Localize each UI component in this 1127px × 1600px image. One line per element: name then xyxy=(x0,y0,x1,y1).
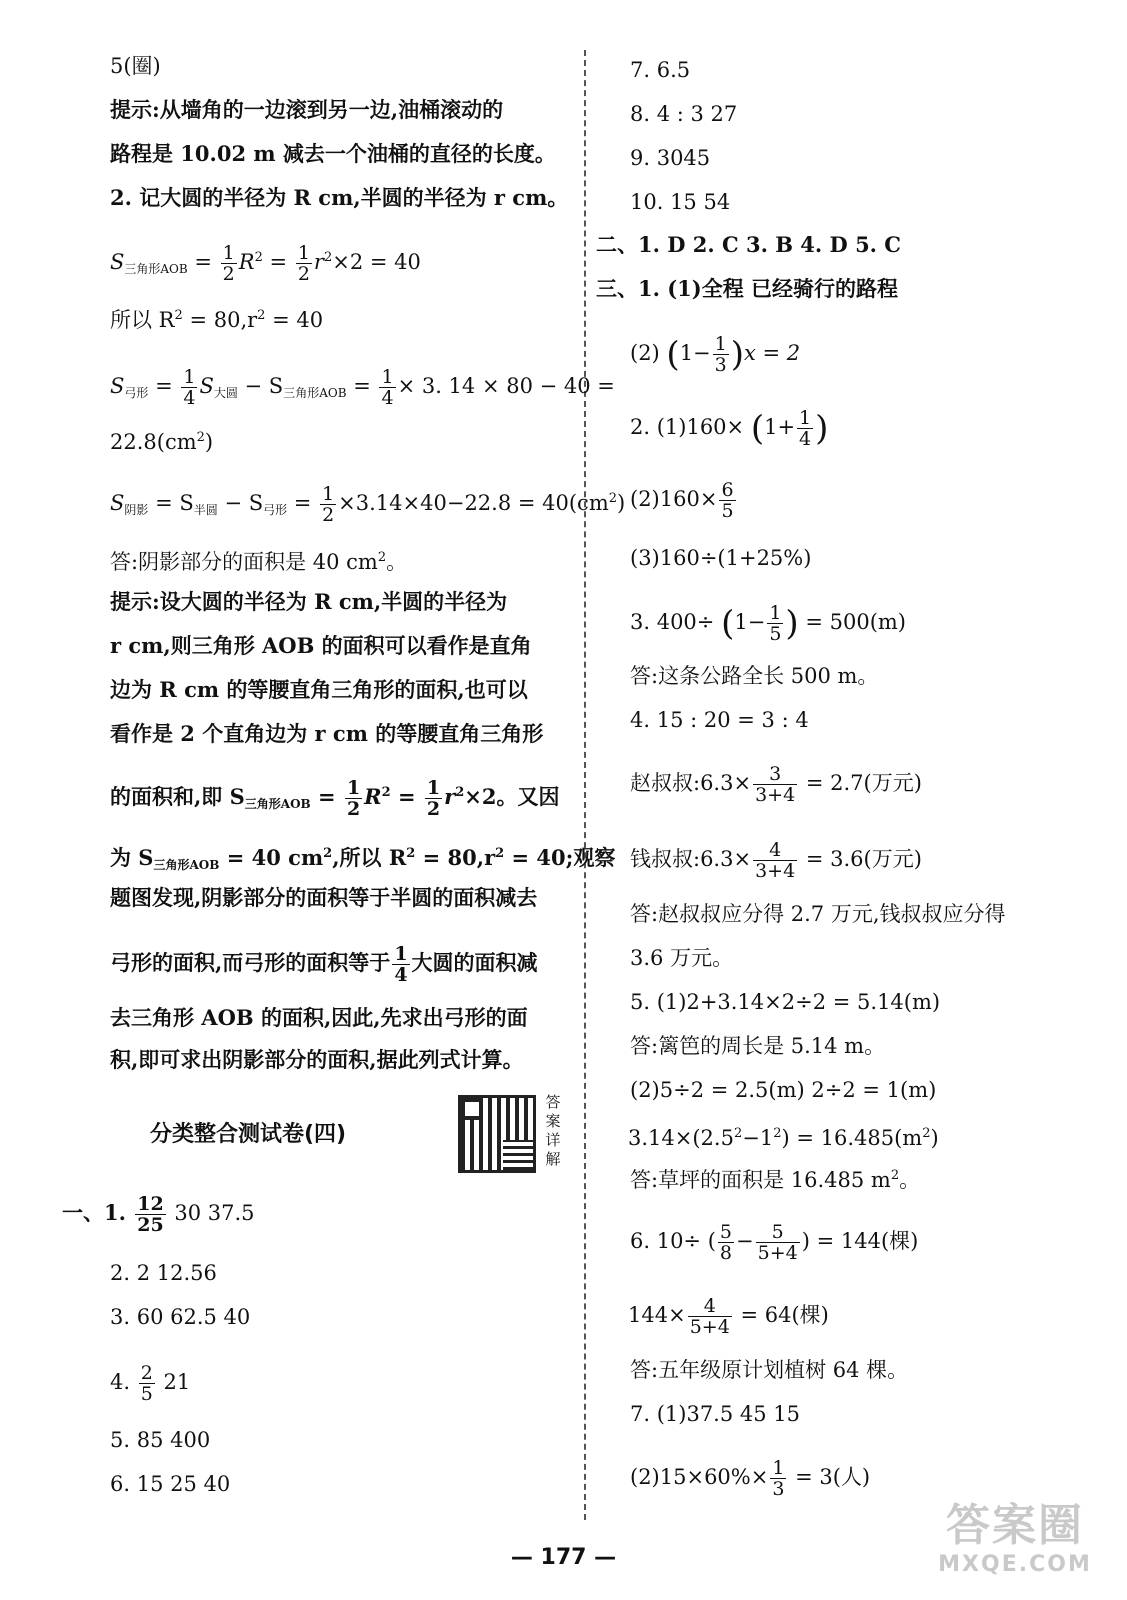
fraction: $\frac{12}{25}$ xyxy=(137,1193,164,1236)
hint-line: 提示:从墙角的一边滚到另一边,油桶滚动的 xyxy=(110,97,504,122)
test-title: 分类整合测试卷(四) xyxy=(150,1122,347,1147)
formula-line: 3. 400÷ (1− $\frac{1}{5}$ ) = 500(m) xyxy=(630,602,906,645)
fraction: $\frac{1}{4}$ xyxy=(183,366,196,409)
fraction: $\frac{5}{8}$ xyxy=(719,1221,732,1264)
formula-line: (2)5÷2 = 2.5(m) 2÷2 = 1(m) xyxy=(630,1078,937,1102)
hint-line: 看作是 2 个直角边为 r cm 的等腰直角三角形 xyxy=(110,721,544,746)
fraction: $\frac{4}{5+4}$ xyxy=(689,1295,730,1338)
answer-line: 答:这条公路全长 500 m。 xyxy=(630,664,879,688)
answer-line: 3. 60 62.5 40 xyxy=(110,1305,251,1329)
fraction: $\frac{3}{3+4}$ xyxy=(755,763,796,806)
answer-line: 7. 6.5 xyxy=(630,58,691,82)
hint-line: 积,即可求出阴影部分的面积,据此列式计算。 xyxy=(110,1047,524,1072)
fraction: $\frac{6}{5}$ xyxy=(721,479,734,522)
hint-label: 提示: xyxy=(110,589,160,614)
answer-line: 答:草坪的面积是 16.485 $m^2$。 xyxy=(630,1168,921,1192)
hint-label: 提示: xyxy=(110,97,160,122)
watermark-bottom: MXQE.COM xyxy=(938,1552,1092,1577)
hint-line: 去三角形 AOB 的面积,因此,先求出弓形的面 xyxy=(110,1005,528,1030)
formula-line: 2. (1)160× (1+ $\frac{1}{4}$ ) xyxy=(630,407,829,450)
hint-line: 路程是 10.02 m 减去一个油桶的直径的长度。 xyxy=(110,141,556,166)
qr-code[interactable] xyxy=(458,1095,536,1173)
formula-line: 钱叔叔:6.3× $\frac{4}{3+4}$ = 3.6(万元) xyxy=(630,839,922,882)
formula-line: 所以 $R^2 = 80,r^2 = 40$ xyxy=(110,308,324,332)
formula-line: 4. 15 : 20 = 3 : 4 xyxy=(630,708,809,732)
answer-line: 2. 2 12.56 xyxy=(110,1261,217,1285)
fraction: $\frac{5}{5+4}$ xyxy=(757,1221,798,1264)
formula-line: $S_{弓形}$ = $\frac{1}{4}$ $S_{大圆} - S_{三角形AOB}$ = $\frac{1}{4}$ × 3. 14 × 80 − 40 = xyxy=(110,366,615,409)
qr-label: 答案详解 xyxy=(545,1093,561,1168)
answer-line: 3.6 万元。 xyxy=(630,946,734,970)
formula-line: 6. 10÷ ( $\frac{5}{8}$ − $\frac{5}{5+4}$ ) = 144(棵) xyxy=(630,1221,919,1264)
fraction: $\frac{1}{2}$ xyxy=(322,483,335,526)
fraction: $\frac{2}{5}$ xyxy=(140,1362,153,1405)
fraction: $\frac{1}{4}$ xyxy=(381,366,394,409)
formula-line: (2)15×60%× $\frac{1}{3}$ = 3(人) xyxy=(630,1457,871,1500)
answer-line: 8. 4 : 3 27 xyxy=(630,102,738,126)
formula-line: (3)160÷(1+25%) xyxy=(630,546,812,570)
fraction: $\frac{1}{5}$ xyxy=(769,602,782,645)
hint-line: 边为 R cm 的等腰直角三角形的面积,也可以 xyxy=(110,677,528,702)
formula-line: (2)160× $\frac{6}{5}$ xyxy=(630,479,734,522)
formula-line: 144× $\frac{4}{5+4}$ = 64(棵) xyxy=(628,1295,829,1338)
hint-line: r cm,则三角形 AOB 的面积可以看作是直角 xyxy=(110,633,532,658)
hint-line: 的面积和,即 $S_{三角形AOB}$ = $\frac{1}{2}$ $R^2$ = $\frac{1}{2}$ $r^2\times 2$。又因 xyxy=(110,777,560,820)
hint-line: 为 $S_{三角形AOB} = 40$ $cm^2$,所以 $R^2 = 80,r^2 = 40$;观察 xyxy=(110,845,616,872)
formula-line: $3.14\times(2.5^2-1^2) = 16.485(m^2)$ xyxy=(628,1126,939,1150)
formula-line: $S_{阴影} = S_{半圆} - S_{弓形}$ = $\frac{1}{2}$ $\times 3.14\times 40-22.8 = 40(cm^2)$ xyxy=(110,483,626,526)
formula-line: $22.8(cm^2)$ xyxy=(110,430,214,454)
answer-line: 9. 3045 xyxy=(630,146,711,170)
answer-line: 一、1. $\frac{12}{25}$ 30 37.5 xyxy=(62,1193,255,1236)
fraction: $\frac{1}{3}$ xyxy=(714,333,727,376)
formula-line: 赵叔叔:6.3× $\frac{3}{3+4}$ = 2.7(万元) xyxy=(630,763,922,806)
answer-line: 5. 85 400 xyxy=(110,1428,211,1452)
fraction: $\frac{4}{3+4}$ xyxy=(755,839,796,882)
answer-line: 4. $\frac{2}{5}$ 21 xyxy=(110,1362,191,1405)
fraction: $\frac{1}{2}$ xyxy=(346,777,361,820)
fraction: $\frac{1}{4}$ xyxy=(799,407,812,450)
fraction: $\frac{1}{3}$ xyxy=(772,1457,785,1500)
formula-line: $S_{三角形AOB}$ = $\frac{1}{2}$ $R^2$ = $\frac{1}{2}$ $r^2\times 2 = 40$ xyxy=(110,242,421,285)
answer-line: 7. (1)37.5 45 15 xyxy=(630,1402,801,1426)
formula-line: (2) (1− $\frac{1}{3}$ )x = 2 xyxy=(630,333,801,376)
hint-line: 提示:设大圆的半径为 R cm,半圆的半径为 xyxy=(110,589,508,614)
answer-line: 5(圈) xyxy=(110,54,161,78)
question-line: 2. 记大圆的半径为 R cm,半圆的半径为 r cm。 xyxy=(110,185,569,210)
answer-line: 答:阴影部分的面积是 40 $cm^2$。 xyxy=(110,550,408,574)
formula-line: 5. (1)2+3.14×2÷2 = 5.14(m) xyxy=(630,990,941,1014)
answer-line: 10. 15 54 xyxy=(630,190,731,214)
answer-line: 6. 15 25 40 xyxy=(110,1472,231,1496)
hint-line: 题图发现,阴影部分的面积等于半圆的面积减去 xyxy=(110,885,538,910)
column-divider xyxy=(584,50,586,1520)
fraction: $\frac{1}{2}$ xyxy=(222,242,235,285)
watermark-logo xyxy=(920,1500,1110,1590)
answer-line: 答:赵叔叔应分得 2.7 万元,钱叔叔应分得 xyxy=(630,902,1006,926)
fraction: $\frac{1}{4}$ xyxy=(394,943,408,986)
answer-line: 答:五年级原计划植树 64 棵。 xyxy=(630,1358,909,1382)
hint-line: 弓形的面积,而弓形的面积等于 $\frac{1}{4}$ 大圆的面积减 xyxy=(110,943,538,986)
page-number: — 177 — xyxy=(510,1545,617,1570)
answer-line: 二、1. D 2. C 3. B 4. D 5. C xyxy=(596,232,902,257)
watermark-top: 答案圈 xyxy=(946,1500,1084,1551)
fraction: $\frac{1}{2}$ xyxy=(426,777,441,820)
fraction: $\frac{1}{2}$ xyxy=(297,242,310,285)
answer-line: 答:篱笆的周长是 5.14 m。 xyxy=(630,1034,886,1058)
answer-line: 三、1. (1)全程 已经骑行的路程 xyxy=(596,276,899,301)
